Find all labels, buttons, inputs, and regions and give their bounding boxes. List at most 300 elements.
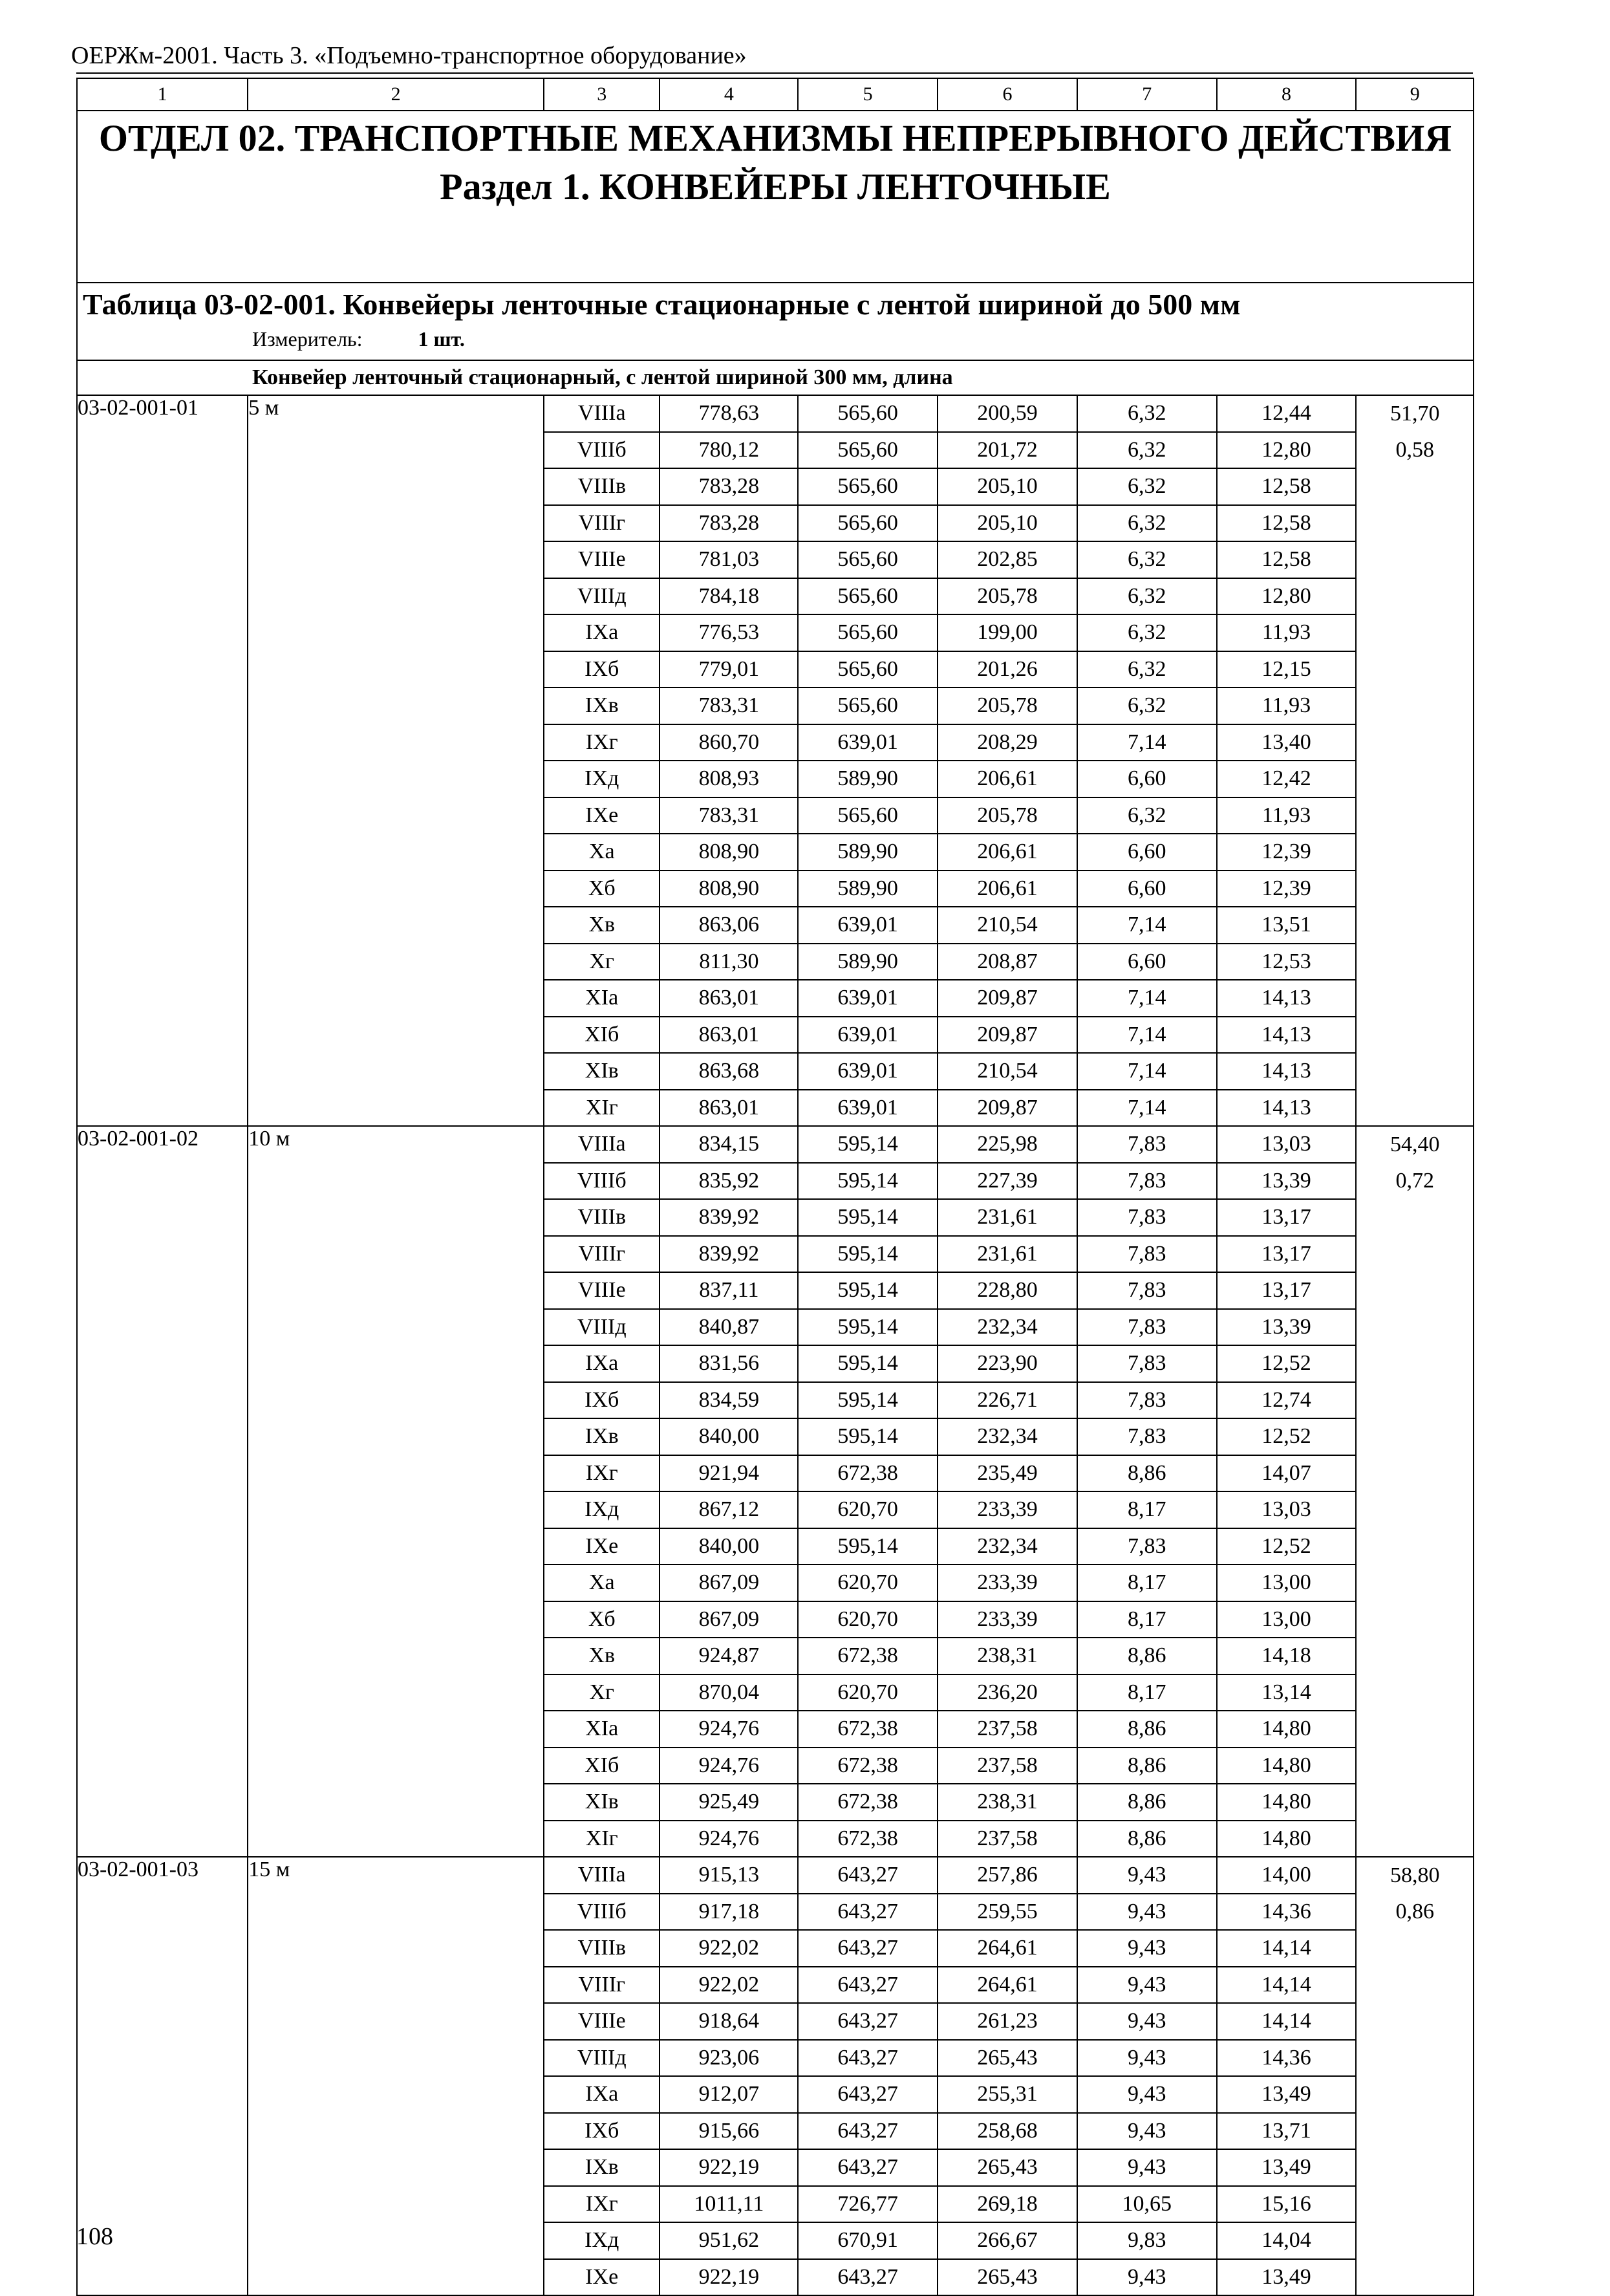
cost-driver-wages: 6,60 (1077, 944, 1217, 980)
cost-wages: 643,27 (798, 2149, 938, 2186)
territorial-zone: XIа (544, 980, 660, 1017)
cost-total: 917,18 (660, 1894, 798, 1931)
table-title-cell (77, 283, 1474, 360)
cost-machines: 237,58 (938, 1821, 1077, 1857)
territorial-zone: IXе (544, 1528, 660, 1565)
territorial-zone: VIIIе (544, 1272, 660, 1309)
cost-materials: 12,52 (1217, 1345, 1357, 1382)
labor-cost (1356, 1638, 1474, 1674)
rates-table (76, 78, 1474, 2296)
cost-total: 808,93 (660, 761, 798, 797)
cost-machines: 209,87 (938, 980, 1077, 1017)
cost-wages: 639,01 (798, 1053, 938, 1090)
cost-total: 918,64 (660, 2003, 798, 2040)
cost-machines: 226,71 (938, 1382, 1077, 1419)
meter (78, 327, 1473, 351)
cost-driver-wages: 8,86 (1077, 1638, 1217, 1674)
cost-wages: 589,90 (798, 944, 938, 980)
cost-total: 912,07 (660, 2076, 798, 2113)
cost-total: 837,11 (660, 1272, 798, 1309)
subheading-row (77, 360, 1474, 395)
cost-total: 924,76 (660, 1748, 798, 1784)
territorial-zone: IXе (544, 797, 660, 834)
cost-driver-wages: 6,32 (1077, 395, 1217, 432)
territorial-zone: Xг (544, 1674, 660, 1711)
labor-cost (1356, 1491, 1474, 1528)
cost-total: 925,49 (660, 1784, 798, 1821)
cost-machines: 265,43 (938, 2149, 1077, 2186)
cost-materials: 14,14 (1217, 2003, 1357, 2040)
cost-machines: 205,78 (938, 797, 1077, 834)
cost-total: 783,31 (660, 688, 798, 724)
cost-wages: 565,60 (798, 432, 938, 469)
cost-total: 840,00 (660, 1418, 798, 1455)
cost-total: 924,76 (660, 1821, 798, 1857)
labor-cost (1356, 1272, 1474, 1309)
cost-total: 783,28 (660, 468, 798, 505)
cost-machines: 238,31 (938, 1638, 1077, 1674)
cost-wages: 643,27 (798, 1930, 938, 1967)
cost-driver-wages: 7,14 (1077, 907, 1217, 944)
territorial-zone: IXв (544, 1418, 660, 1455)
cost-wages: 620,70 (798, 1674, 938, 1711)
labor-cost (1356, 1236, 1474, 1273)
cost-materials: 14,18 (1217, 1638, 1357, 1674)
cost-machines: 231,61 (938, 1236, 1077, 1273)
cost-materials: 13,00 (1217, 1565, 1357, 1601)
cost-wages: 595,14 (798, 1528, 938, 1565)
territorial-zone: VIIIа (544, 1857, 660, 1894)
cost-machines: 202,85 (938, 541, 1077, 578)
cost-driver-wages: 6,60 (1077, 834, 1217, 871)
cost-materials: 12,74 (1217, 1382, 1357, 1419)
labor-cost (1356, 1565, 1474, 1601)
cost-machines: 237,58 (938, 1748, 1077, 1784)
labor-cost (1356, 1090, 1474, 1127)
cost-materials: 12,58 (1217, 505, 1357, 542)
labor-cost (1356, 1345, 1474, 1382)
column-number: 6 (938, 78, 1077, 111)
labor-cost (1356, 1784, 1474, 1821)
cost-materials: 14,13 (1217, 1053, 1357, 1090)
cost-wages: 595,14 (798, 1345, 938, 1382)
territorial-zone: IXд (544, 1491, 660, 1528)
territorial-zone: XIг (544, 1821, 660, 1857)
territorial-zone: IXб (544, 2113, 660, 2150)
cost-wages: 589,90 (798, 871, 938, 907)
cost-total: 839,92 (660, 1236, 798, 1273)
column-number-row (77, 78, 1474, 111)
cost-driver-wages: 7,83 (1077, 1272, 1217, 1309)
territorial-zone: IXа (544, 1345, 660, 1382)
cost-driver-wages: 6,32 (1077, 432, 1217, 469)
labor-cost (1356, 1674, 1474, 1711)
labor-cost (1356, 2186, 1474, 2223)
cost-total: 922,02 (660, 1967, 798, 2004)
cost-materials: 12,15 (1217, 651, 1357, 688)
cost-total: 924,76 (660, 1711, 798, 1748)
labor-cost (1356, 1711, 1474, 1748)
cost-machines: 255,31 (938, 2076, 1077, 2113)
territorial-zone: IXг (544, 724, 660, 761)
labor-cost (1356, 1382, 1474, 1419)
column-number: 8 (1217, 78, 1357, 111)
cost-materials: 12,39 (1217, 871, 1357, 907)
territorial-zone: IXб (544, 1382, 660, 1419)
cost-machines: 265,43 (938, 2259, 1077, 2296)
cost-materials: 13,71 (1217, 2113, 1357, 2150)
cost-total: 921,94 (660, 1455, 798, 1492)
cost-materials: 12,52 (1217, 1418, 1357, 1455)
cost-materials: 13,49 (1217, 2149, 1357, 2186)
labor-cost (1356, 871, 1474, 907)
cost-machines: 232,34 (938, 1528, 1077, 1565)
territorial-zone: VIIIг (544, 1967, 660, 2004)
cost-machines: 235,49 (938, 1455, 1077, 1492)
cost-machines: 225,98 (938, 1126, 1077, 1163)
column-number: 1 (77, 78, 248, 111)
labor-cost (1356, 1199, 1474, 1236)
labor-cost (1356, 2259, 1474, 2296)
cost-total: 922,19 (660, 2259, 798, 2296)
cost-materials: 13,17 (1217, 1272, 1357, 1309)
cost-total: 870,04 (660, 1674, 798, 1711)
labor-cost (1356, 2222, 1474, 2259)
cost-machines: 233,39 (938, 1491, 1077, 1528)
cost-wages: 620,70 (798, 1491, 938, 1528)
cost-total: 915,66 (660, 2113, 798, 2150)
territorial-zone: XIг (544, 1090, 660, 1127)
cost-wages: 643,27 (798, 1894, 938, 1931)
cost-machines: 201,26 (938, 651, 1077, 688)
table-row (77, 395, 1474, 432)
cost-materials: 14,00 (1217, 1857, 1357, 1894)
title-row (77, 111, 1474, 283)
column-number: 3 (544, 78, 660, 111)
cost-wages: 643,27 (798, 1857, 938, 1894)
cost-total: 860,70 (660, 724, 798, 761)
territorial-zone: Xв (544, 1638, 660, 1674)
cost-total: 840,87 (660, 1309, 798, 1346)
cost-machines: 206,61 (938, 761, 1077, 797)
cost-driver-wages: 9,43 (1077, 1894, 1217, 1931)
cost-materials: 14,14 (1217, 1967, 1357, 2004)
cost-wages: 565,60 (798, 541, 938, 578)
cost-driver-wages: 7,83 (1077, 1309, 1217, 1346)
cost-wages: 565,60 (798, 688, 938, 724)
territorial-zone: VIIIб (544, 1163, 660, 1200)
cost-total: 924,87 (660, 1638, 798, 1674)
cost-wages: 639,01 (798, 980, 938, 1017)
territorial-zone: IXв (544, 688, 660, 724)
cost-machines: 200,59 (938, 395, 1077, 432)
cost-materials: 14,80 (1217, 1821, 1357, 1857)
cost-materials: 15,16 (1217, 2186, 1357, 2223)
cost-wages: 643,27 (798, 2003, 938, 2040)
conveyor-length: 5 м (248, 395, 544, 1126)
labor-cost (1356, 651, 1474, 688)
labor-cost (1356, 907, 1474, 944)
labor-cost (1356, 1053, 1474, 1090)
subheading: Конвейер ленточный стационарный, с лентой шириной 300 мм, длина (252, 365, 953, 389)
cost-materials: 13,39 (1217, 1163, 1357, 1200)
cost-total: 863,06 (660, 907, 798, 944)
cost-driver-wages: 9,43 (1077, 1967, 1217, 2004)
territorial-zone: Xа (544, 834, 660, 871)
labor-cost (1356, 834, 1474, 871)
labor-cost (1356, 980, 1474, 1017)
cost-total: 783,28 (660, 505, 798, 542)
cost-driver-wages: 6,32 (1077, 468, 1217, 505)
cost-driver-wages: 9,43 (1077, 2003, 1217, 2040)
cost-total: 834,59 (660, 1382, 798, 1419)
cost-machines: 269,18 (938, 2186, 1077, 2223)
territorial-zone: VIIIб (544, 432, 660, 469)
cost-total: 835,92 (660, 1163, 798, 1200)
cost-driver-wages: 9,43 (1077, 1857, 1217, 1894)
column-number: 4 (660, 78, 798, 111)
cost-materials: 14,13 (1217, 1017, 1357, 1054)
cost-machines: 201,72 (938, 432, 1077, 469)
cost-machines: 208,29 (938, 724, 1077, 761)
section-title: Раздел 1. КОНВЕЙЕРЫ ЛЕНТОЧНЫЕ (440, 166, 1111, 208)
cost-machines: 205,10 (938, 468, 1077, 505)
cost-wages: 672,38 (798, 1711, 938, 1748)
cost-driver-wages: 9,43 (1077, 2076, 1217, 2113)
cost-driver-wages: 7,14 (1077, 1090, 1217, 1127)
territorial-zone: IXб (544, 651, 660, 688)
territorial-zone: VIIIа (544, 1126, 660, 1163)
labor-cost (1356, 1748, 1474, 1784)
territorial-zone: VIIIд (544, 1309, 660, 1346)
labor-cost (1356, 541, 1474, 578)
cost-wages: 589,90 (798, 834, 938, 871)
territorial-zone: VIIIа (544, 395, 660, 432)
cost-total: 863,01 (660, 1017, 798, 1054)
cost-total: 831,56 (660, 1345, 798, 1382)
cost-driver-wages: 7,83 (1077, 1236, 1217, 1273)
cost-machines: 264,61 (938, 1967, 1077, 2004)
labor-cost (1356, 578, 1474, 615)
territorial-zone: XIб (544, 1017, 660, 1054)
territorial-zone: Xв (544, 907, 660, 944)
cost-driver-wages: 6,60 (1077, 871, 1217, 907)
cost-driver-wages: 8,17 (1077, 1601, 1217, 1638)
cost-wages: 565,60 (798, 505, 938, 542)
cost-machines: 231,61 (938, 1199, 1077, 1236)
labor-cost (1356, 944, 1474, 980)
territorial-zone: VIIIе (544, 541, 660, 578)
subheading-cell (77, 360, 1474, 395)
meter-unit: 1 шт. (418, 327, 465, 351)
table-row (77, 1857, 1474, 1894)
cost-wages: 565,60 (798, 651, 938, 688)
labor-cost: 51,70 (1356, 395, 1474, 432)
cost-machines: 257,86 (938, 1857, 1077, 1894)
cost-driver-wages: 6,32 (1077, 797, 1217, 834)
cost-machines: 205,78 (938, 578, 1077, 615)
cost-total: 834,15 (660, 1126, 798, 1163)
cost-machines: 237,58 (938, 1711, 1077, 1748)
cost-machines: 209,87 (938, 1090, 1077, 1127)
cost-machines: 209,87 (938, 1017, 1077, 1054)
cost-wages: 672,38 (798, 1748, 938, 1784)
cost-materials: 14,36 (1217, 2040, 1357, 2077)
territorial-zone: IXе (544, 2259, 660, 2296)
cost-driver-wages: 7,83 (1077, 1126, 1217, 1163)
labor-cost (1356, 1967, 1474, 2004)
cost-total: 923,06 (660, 2040, 798, 2077)
cost-materials: 13,03 (1217, 1491, 1357, 1528)
cost-total: 915,13 (660, 1857, 798, 1894)
cost-driver-wages: 9,43 (1077, 2259, 1217, 2296)
territorial-zone: VIIIв (544, 1199, 660, 1236)
labor-cost (1356, 724, 1474, 761)
cost-wages: 565,60 (798, 614, 938, 651)
cost-total: 808,90 (660, 871, 798, 907)
cost-driver-wages: 8,86 (1077, 1821, 1217, 1857)
labor-cost (1356, 1930, 1474, 1967)
labor-cost (1356, 2003, 1474, 2040)
cost-machines: 238,31 (938, 1784, 1077, 1821)
cost-driver-wages: 7,14 (1077, 1017, 1217, 1054)
territorial-zone: VIIIв (544, 1930, 660, 1967)
cost-total: 839,92 (660, 1199, 798, 1236)
cost-wages: 595,14 (798, 1418, 938, 1455)
territorial-zone: VIIIв (544, 468, 660, 505)
cost-materials: 13,03 (1217, 1126, 1357, 1163)
cost-materials: 12,42 (1217, 761, 1357, 797)
cost-machines: 228,80 (938, 1272, 1077, 1309)
cost-wages: 639,01 (798, 724, 938, 761)
cost-wages: 565,60 (798, 797, 938, 834)
cost-driver-wages: 9,43 (1077, 2040, 1217, 2077)
cost-driver-wages: 7,83 (1077, 1382, 1217, 1419)
cost-total: 780,12 (660, 432, 798, 469)
rate-code: 03-02-001-03 (77, 1857, 248, 2295)
cost-driver-wages: 8,17 (1077, 1674, 1217, 1711)
cost-total: 863,01 (660, 1090, 798, 1127)
labor-cost (1356, 1528, 1474, 1565)
cost-wages: 595,14 (798, 1309, 938, 1346)
cost-materials: 13,49 (1217, 2076, 1357, 2113)
labor-cost: 0,58 (1356, 432, 1474, 469)
cost-materials: 14,80 (1217, 1711, 1357, 1748)
cost-wages: 643,27 (798, 2259, 938, 2296)
cost-total: 867,09 (660, 1601, 798, 1638)
cost-machines: 259,55 (938, 1894, 1077, 1931)
cost-wages: 595,14 (798, 1272, 938, 1309)
cost-total: 779,01 (660, 651, 798, 688)
cost-materials: 12,53 (1217, 944, 1357, 980)
page-number: 108 (76, 2223, 113, 2250)
cost-machines: 233,39 (938, 1601, 1077, 1638)
cost-driver-wages: 9,43 (1077, 2149, 1217, 2186)
cost-wages: 595,14 (798, 1236, 938, 1273)
cost-driver-wages: 8,86 (1077, 1784, 1217, 1821)
cost-machines: 223,90 (938, 1345, 1077, 1382)
cost-materials: 13,17 (1217, 1236, 1357, 1273)
cost-machines: 208,87 (938, 944, 1077, 980)
cost-total: 922,19 (660, 2149, 798, 2186)
cost-driver-wages: 6,32 (1077, 578, 1217, 615)
labor-cost: 0,86 (1356, 1894, 1474, 1931)
cost-driver-wages: 7,83 (1077, 1528, 1217, 1565)
cost-driver-wages: 10,65 (1077, 2186, 1217, 2223)
labor-cost (1356, 1309, 1474, 1346)
column-number: 2 (248, 78, 544, 111)
territorial-zone: VIIIд (544, 2040, 660, 2077)
labor-cost (1356, 1821, 1474, 1857)
cost-materials: 12,44 (1217, 395, 1357, 432)
territorial-zone: IXд (544, 2222, 660, 2259)
cost-wages: 620,70 (798, 1601, 938, 1638)
cost-driver-wages: 7,83 (1077, 1163, 1217, 1200)
cost-wages: 672,38 (798, 1638, 938, 1674)
cost-total: 840,00 (660, 1528, 798, 1565)
cost-materials: 12,80 (1217, 578, 1357, 615)
cost-machines: 205,10 (938, 505, 1077, 542)
cost-total: 808,90 (660, 834, 798, 871)
cost-driver-wages: 6,32 (1077, 688, 1217, 724)
cost-driver-wages: 7,83 (1077, 1199, 1217, 1236)
territorial-zone: IXа (544, 614, 660, 651)
labor-cost: 54,40 (1356, 1126, 1474, 1163)
cost-materials: 13,39 (1217, 1309, 1357, 1346)
cost-wages: 595,14 (798, 1163, 938, 1200)
cost-total: 778,63 (660, 395, 798, 432)
labor-cost (1356, 797, 1474, 834)
column-number: 5 (798, 78, 938, 111)
title-cell (77, 111, 1474, 283)
cost-wages: 639,01 (798, 907, 938, 944)
cost-materials: 13,40 (1217, 724, 1357, 761)
cost-machines: 265,43 (938, 2040, 1077, 2077)
cost-total: 951,62 (660, 2222, 798, 2259)
cost-machines: 210,54 (938, 1053, 1077, 1090)
cost-machines: 227,39 (938, 1163, 1077, 1200)
table-row (77, 1126, 1474, 1163)
territorial-zone: Xб (544, 871, 660, 907)
cost-driver-wages: 8,86 (1077, 1455, 1217, 1492)
cost-wages: 670,91 (798, 2222, 938, 2259)
table-title: Таблица 03-02-001. Конвейеры ленточные стационарные с лентой шириной до 500 мм (83, 288, 1241, 321)
cost-machines: 258,68 (938, 2113, 1077, 2150)
labor-cost (1356, 505, 1474, 542)
cost-wages: 672,38 (798, 1455, 938, 1492)
territorial-zone: Xг (544, 944, 660, 980)
cost-materials: 11,93 (1217, 614, 1357, 651)
cost-total: 811,30 (660, 944, 798, 980)
cost-machines: 233,39 (938, 1565, 1077, 1601)
cost-materials: 14,36 (1217, 1894, 1357, 1931)
labor-cost: 0,72 (1356, 1163, 1474, 1200)
cost-driver-wages: 9,83 (1077, 2222, 1217, 2259)
cost-wages: 595,14 (798, 1382, 938, 1419)
cost-driver-wages: 7,14 (1077, 1053, 1217, 1090)
territorial-zone: IXд (544, 761, 660, 797)
cost-total: 781,03 (660, 541, 798, 578)
cost-materials: 12,80 (1217, 432, 1357, 469)
cost-materials: 12,58 (1217, 541, 1357, 578)
cost-wages: 643,27 (798, 2076, 938, 2113)
labor-cost (1356, 2149, 1474, 2186)
labor-cost (1356, 761, 1474, 797)
cost-machines: 199,00 (938, 614, 1077, 651)
territorial-zone: Xб (544, 1601, 660, 1638)
cost-materials: 12,58 (1217, 468, 1357, 505)
cost-materials: 14,14 (1217, 1930, 1357, 1967)
